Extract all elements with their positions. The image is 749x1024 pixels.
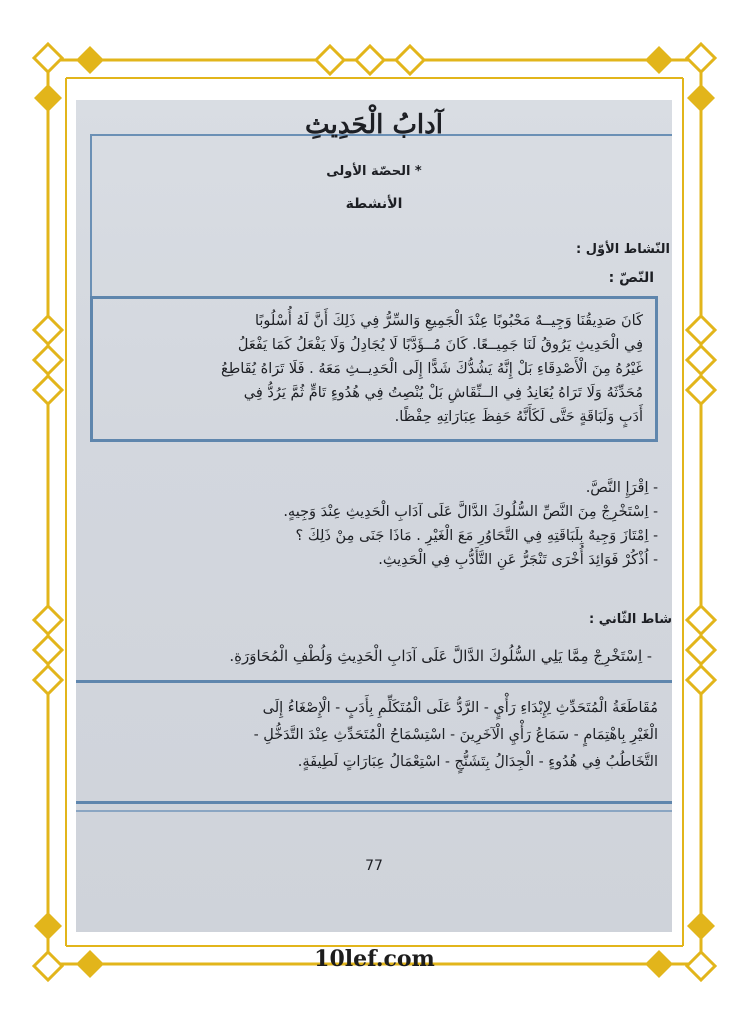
behaviors-box bbox=[76, 680, 672, 804]
session-label: * الحصّة الأولى bbox=[326, 164, 422, 179]
question-item: - اِمْتَازَ وَجِيهٌ بِلَبَاقَتِهِ فِي التَّحَاوُرِ مَعَ الْغَيْرِ . مَاذَا جَنَى مِنْ ذَلِكَ ؟ bbox=[295, 528, 658, 544]
question-item: - اُذْكُرْ فَوَائِدَ أُخْرَى تَنْجَرُّ عَنِ التَّأَدُّبِ فِي الْحَدِيثِ. bbox=[378, 552, 658, 568]
text-label: النّصّ : bbox=[608, 270, 654, 286]
question-item: - اِسْتَخْرِجْ مِنَ النَّصِّ السُّلُوكَ الدَّالَّ عَلَى آدَابِ الْحَدِيثِ عِنْدَ وَجِيهٍ. bbox=[283, 504, 658, 520]
activity2-heading: شاط الثّاني : bbox=[589, 612, 672, 627]
text-line: كَانَ صَدِيقُنَا وَجِيــهٌ مَحْبُوبًا عِنْدَ الْجَمِيعِ وَالسِّرُّ فِي ذَلِكَ أَنَّ لَهُ أُسْلُوبًا bbox=[254, 313, 643, 329]
page-number: 77 bbox=[365, 858, 383, 874]
text-line: غَيْرُهُ مِنَ الْأَصْدِقَاءِ بَلْ إِنَّهُ يَشُدُّكَ شَدًّا إِلَى الْحَدِيــثِ مَعَهُ . فَلَا تَرَاهُ يُقَاطِعُ bbox=[220, 361, 643, 377]
activity1-heading: النّشاط الأوّل : bbox=[575, 242, 670, 257]
text-line: فِي الْحَدِيثِ يَرُوقُ لَنَا جَمِيــعًا. كَانَ مُــؤَدَّبًا لَا يُجَادِلُ وَلَا يَفْعَلُ كَمَا يَفْعَلُ bbox=[237, 337, 643, 353]
behavior-line: الْغَيْرِ بِاهْتِمَامٍ - سَمَاعُ رَأْيِ الْآخَرِينَ - اسْتِسْمَاحُ الْمُتَحَدِّثِ عِنْدَ التَّدَخُّلِ - bbox=[253, 727, 658, 743]
behavior-line: مُقَاطَعَةُ الْمُتَحَدِّثِ لِإِبْدَاءِ رَأْيٍ - الرَّدُّ عَلَى الْمُتَكَلِّمِ بِأَدَبٍ - الْإِصْغَاءُ إِلَى bbox=[262, 700, 658, 716]
text-line: مُحَدِّثَهُ وَلَا تَرَاهُ يُعَانِدُ فِي الــنِّقَاشِ بَلْ يُنْصِتُ فِي هُدُوءٍ تَامٍّ ثُمَّ يَرُدُّ فِي bbox=[243, 385, 643, 401]
divider bbox=[76, 810, 672, 812]
lesson-title: آدابُ الْحَدِيثِ bbox=[305, 110, 443, 140]
textbook-page bbox=[76, 100, 672, 932]
site-watermark: 10lef.com bbox=[314, 946, 435, 972]
reading-text-box bbox=[90, 296, 658, 442]
activities-heading: الأنشطة bbox=[345, 196, 403, 212]
question-list bbox=[98, 476, 658, 572]
question-item: - اِقْرَإِ النَّصَّ. bbox=[585, 480, 658, 496]
activity2-instruction: - اِسْتَخْرِجْ مِمَّا يَلِي السُّلُوكَ الدَّالَّ عَلَى آدَابِ الْحَدِيثِ وَلُطْفِ الْمُحَاوَرَةِ. bbox=[229, 647, 652, 665]
behavior-line: التَّخَاطُبُ فِي هُدُوءٍ - الْجِدَالُ بِتَشَنُّجٍ - اسْتِعْمَالُ عِبَارَاتٍ لَطِيفَةٍ. bbox=[297, 754, 658, 770]
text-line: أَدَبٍ وَلَبَاقَةٍ حَتَّى لَكَأَنَّهُ حَفِظَ عِبَارَاتِهِ حِفْظًا. bbox=[394, 409, 643, 425]
